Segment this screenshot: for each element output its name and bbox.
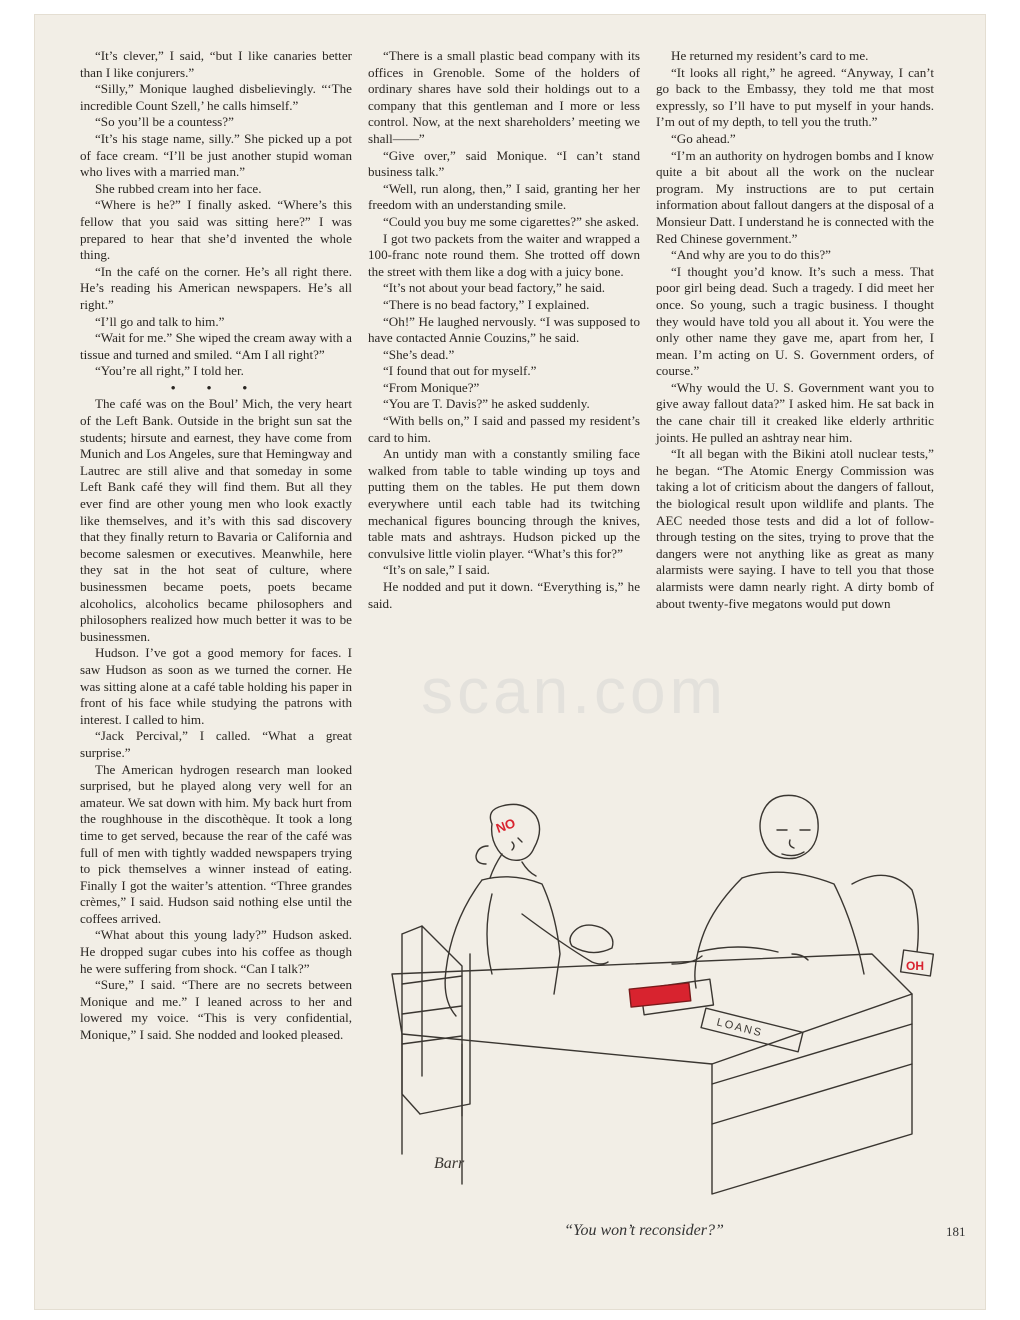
chair [402,926,470,1116]
hat-text: NO [493,815,518,836]
paragraph: “It looks all right,” he agreed. “Anyway, I can’t go back to the Embassy, they told me that most expressly, so I’ll have to put myself in your hands. I’m out of my depth, to tell you the truth.” [656,64,934,130]
paragraph: I got two packets from the waiter and wrapped a 100-franc note round them. She trotted off down the street with them like a dog with a juicy bone. [368,230,640,279]
paragraph: She rubbed cream into her face. [95,180,262,196]
paragraph: “Could you buy me some cigarettes?” she asked. [383,213,639,229]
paragraph: “It’s not about your bead factory,” he said. [383,280,606,296]
paragraph: “Jack Percival,” I called. “What a great surprise.” [80,728,352,760]
loans-plate-text: LOANS [715,1016,765,1040]
paragraph: “So you’ll be a countess?” [95,114,234,130]
red-book [629,983,691,1007]
paragraph: “It’s clever,” I said, “but I like canaries better than I like conjurers.” [80,48,352,80]
column1-paragraphs [80,48,352,380]
watermark: scan.com [421,655,727,727]
cartoon-illustration [372,784,952,1214]
paragraph: “There is a small plastic bead company with its offices in Grenoble. Some of the holders of ordinary shares have sold their holdings out to a company that this gentleman and I more or less control. Now, at the next shareholders’ meeting we shall——” [368,48,640,146]
paragraph: “Why would the U. S. Government want you to give away fallout data?” I asked him. He sat back in the cane chair till it creaked like elderly arthritic joints. He pulled an ashtray near him. [656,379,934,445]
paragraph: “She’s dead.” [383,346,455,362]
paragraph: “I found that out for myself.” [383,363,537,379]
paragraph: “Sure,” I said. “There are no secrets between Monique and me.” I leaned across to her and lowered my voice. “This is very confidential, Monique,” I said. She nodded and looked pleased. [80,977,352,1043]
column1b-paragraphs [80,396,352,1043]
artist-signature: Barr [434,1155,465,1172]
page-number: 181 [946,1224,966,1239]
paragraph: “Wait for me.” She wiped the cream away with a tissue and turned and smiled. “Am I all right?” [80,330,352,362]
paragraph: “I thought you’d know. It’s such a mess. That poor girl being dead. Such a tragedy. I did meet her once. So young, such a tragic business. I thought they would have told you all about it. You were the only other name they gave me, apart from her, I mean. I’m acting on U. S. Government orders, of course.” [656,263,934,379]
paragraph: “Silly,” Monique laughed disbelievingly. “‘The incredible Count Szell,’ he calls himself.” [80,81,352,113]
text-column-3 [656,48,934,612]
desk-sign-text: OH [906,959,924,973]
paragraph: “From Monique?” [383,379,480,395]
paragraph: “Where is he?” I finally asked. “Where’s this fellow that you said was sitting here?” I was prepared to hear that she’d invented the whole thing. [80,197,352,263]
paragraph: Hudson. I’ve got a good memory for faces. I saw Hudson as soon as we turned the corner. He was sitting alone at a café table holding his paper in front of his face while studying the patrons with interest. I called to him. [80,645,352,727]
paragraph: “Oh!” He laughed nervously. “I was supposed to have contacted Annie Couzins,” he said. [368,313,640,346]
paragraph: “It’s his stage name, silly.” She picked up a pot of face cream. “I’ll be just another stupid woman who lives with a married man.” [80,130,352,180]
paragraph: “Well, run along, then,” I said, granting her her freedom with an understanding smile. [368,180,640,213]
paragraph: “And why are you to do this?” [671,247,831,263]
paragraph: “You are T. Davis?” he asked suddenly. [383,396,590,412]
text-column-2 [368,48,640,612]
paragraph: He nodded and put it down. “Everything is,” he said. [368,579,640,611]
paragraph: He returned my resident’s card to me. [671,48,869,63]
paragraph: “It all began with the Bikini atoll nuclear tests,” he began. “The Atomic Energy Commission was taking a lot of criticism about the dangers of fallout, the biological result upon wildlife and plants. The AEC needed those tests and did a lot of follow-through testing on the sites, trying to prove that the dangers were not anything like as great as many alarmists were saying. I have to tell you that those alarmists were damn nearly right. A dirty bomb of about twenty-five megatons would put down [656,446,934,611]
paragraph: “What about this young lady?” Hudson asked. He dropped sugar cubes into his coffee as though he were suffering from shock. “Can I talk?” [80,927,352,976]
paragraph: An untidy man with a constantly smiling face walked from table to table winding up toys and putting them on the tables. He put them down everywhere until each table had its twitching mechanical figures bouncing through the knives, table mats and ashtrays. Hudson picked up the convulsive little violin player. “What’s this for?” [368,446,640,561]
paragraph: “Go ahead.” [671,130,736,146]
paragraph: “There is no bead factory,” I explained. [383,296,590,312]
paragraph: The café was on the Boul’ Mich, the very heart of the Left Bank. Outside in the bright sun sat the students; hirsute and earnest, they have come from Munich and Los Angeles, sure that Hemingway and Lautrec are still alive and that someday in some Left Bank café they will find them. But all they ever find are other young men who look exactly like themselves, and it’s with this sad discovery that they finally return to Bavaria or California and become salesmen or executives. Meanwhile, here they sat in the hot seat of culture, where businessmen became poets, poets became alcoholics, alcoholics became philosophers and philosophers realized how much better it was to be businessmen. [80,396,353,644]
section-separator: • • • [170,379,262,395]
paragraph: “I’ll go and talk to him.” [95,313,225,329]
text-column-1 [80,48,352,1044]
cartoon-caption: “You won’t reconsider?” [564,1222,724,1239]
paragraph: “With bells on,” I said and passed my resident’s card to him. [368,413,640,445]
paragraph: “I’m an authority on hydrogen bombs and I know quite a bit about all the work on the nuclear program. My instructions are to put certain information about fallout dangers at the disposal of a Monsieur Datt. I understand he is connected with the Red Chinese government.” [656,147,934,246]
paragraph: “Give over,” said Monique. “I can’t stand business talk.” [368,147,640,180]
paragraph: The American hydrogen research man looked surprised, but he played along very well for an amateur. We sat down with him. My back hurt from the roughhouse in the discothèque. It took a long time to get served, because the rear of the café was full of men with tightly wadded newspapers trying to pick themselves a winner instead of eating. Finally I got the waiter’s attention. “Three grandes crèmes,” I said. Hudson said nothing else until the coffees arrived. [80,761,352,926]
paragraph: “In the café on the corner. He’s all right there. He’s reading his American newspapers. He’s all right.” [80,263,352,312]
paragraph: “It’s on sale,” I said. [383,562,490,578]
paragraph: “You’re all right,” I told her. [95,363,244,379]
magazine-page [34,14,986,1310]
